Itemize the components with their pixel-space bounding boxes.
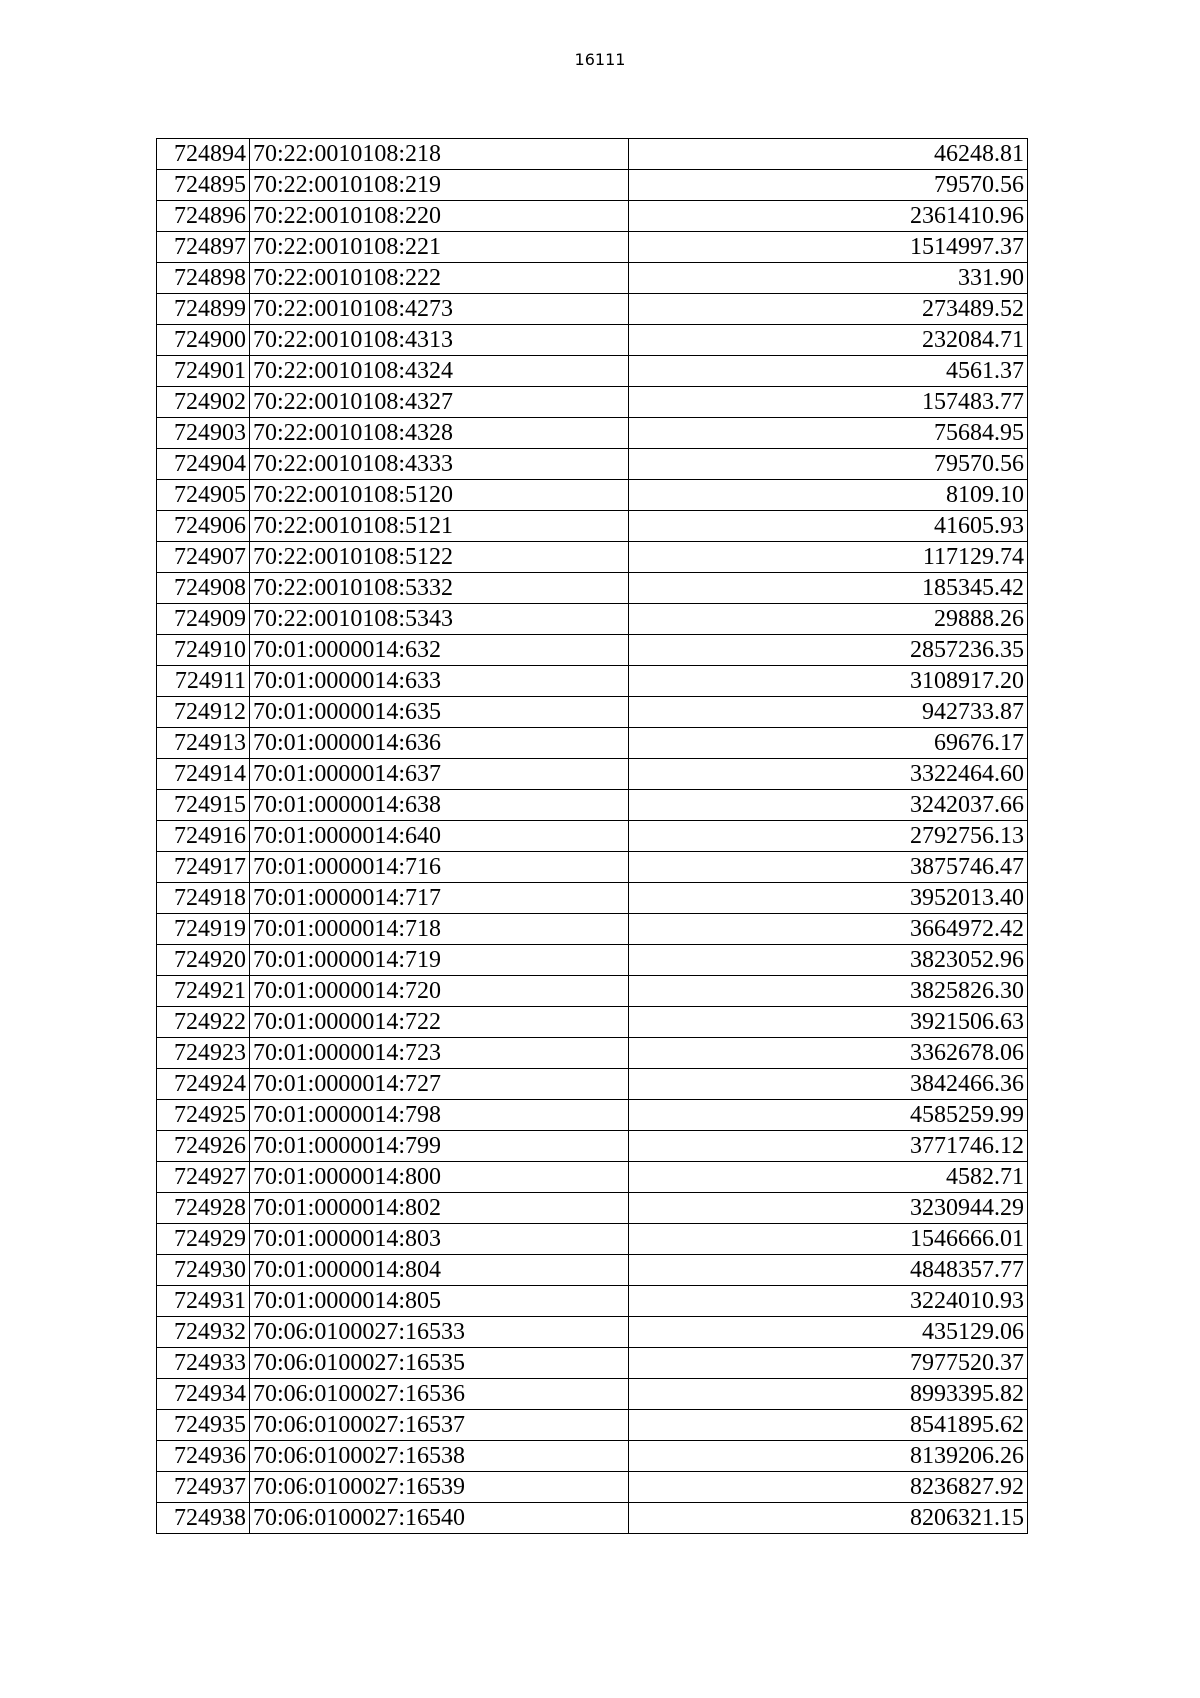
value-cell: 3825826.30 xyxy=(629,976,1028,1007)
table-row xyxy=(157,1193,1028,1224)
value-cell: 3823052.96 xyxy=(629,945,1028,976)
cadastral-number-cell: 70:01:0000014:802 xyxy=(250,1193,629,1224)
value-cell: 8993395.82 xyxy=(629,1379,1028,1410)
value-cell: 3921506.63 xyxy=(629,1007,1028,1038)
row-number-cell: 724924 xyxy=(157,1069,250,1100)
table-row xyxy=(157,759,1028,790)
cadastral-number-cell: 70:01:0000014:635 xyxy=(250,697,629,728)
value-cell: 8236827.92 xyxy=(629,1472,1028,1503)
value-cell: 46248.81 xyxy=(629,139,1028,170)
table-row xyxy=(157,1131,1028,1162)
cadastral-number-cell: 70:01:0000014:804 xyxy=(250,1255,629,1286)
table-row xyxy=(157,852,1028,883)
value-cell: 331.90 xyxy=(629,263,1028,294)
value-cell: 3362678.06 xyxy=(629,1038,1028,1069)
row-number-cell: 724919 xyxy=(157,914,250,945)
cadastral-number-cell: 70:01:0000014:632 xyxy=(250,635,629,666)
table-row xyxy=(157,821,1028,852)
row-number-cell: 724912 xyxy=(157,697,250,728)
row-number-cell: 724897 xyxy=(157,232,250,263)
table-row xyxy=(157,511,1028,542)
cadastral-number-cell: 70:01:0000014:640 xyxy=(250,821,629,852)
cadastral-number-cell: 70:01:0000014:636 xyxy=(250,728,629,759)
value-cell: 232084.71 xyxy=(629,325,1028,356)
table-row xyxy=(157,914,1028,945)
value-cell: 79570.56 xyxy=(629,170,1028,201)
table-row xyxy=(157,666,1028,697)
value-cell: 2792756.13 xyxy=(629,821,1028,852)
value-cell: 3242037.66 xyxy=(629,790,1028,821)
row-number-cell: 724900 xyxy=(157,325,250,356)
cadastral-number-cell: 70:01:0000014:803 xyxy=(250,1224,629,1255)
cadastral-number-cell: 70:22:0010108:4324 xyxy=(250,356,629,387)
table-row xyxy=(157,1069,1028,1100)
cadastral-number-cell: 70:01:0000014:799 xyxy=(250,1131,629,1162)
row-number-cell: 724915 xyxy=(157,790,250,821)
cadastral-number-cell: 70:06:0100027:16540 xyxy=(250,1503,629,1534)
table-row xyxy=(157,1224,1028,1255)
row-number-cell: 724914 xyxy=(157,759,250,790)
cadastral-number-cell: 70:22:0010108:218 xyxy=(250,139,629,170)
value-cell: 4561.37 xyxy=(629,356,1028,387)
row-number-cell: 724898 xyxy=(157,263,250,294)
cadastral-number-cell: 70:22:0010108:219 xyxy=(250,170,629,201)
row-number-cell: 724911 xyxy=(157,666,250,697)
row-number-cell: 724901 xyxy=(157,356,250,387)
row-number-cell: 724899 xyxy=(157,294,250,325)
table-row xyxy=(157,1255,1028,1286)
cadastral-number-cell: 70:22:0010108:220 xyxy=(250,201,629,232)
value-cell: 8109.10 xyxy=(629,480,1028,511)
table-row xyxy=(157,1410,1028,1441)
value-cell: 4582.71 xyxy=(629,1162,1028,1193)
table-row xyxy=(157,232,1028,263)
table-row xyxy=(157,1007,1028,1038)
value-cell: 41605.93 xyxy=(629,511,1028,542)
value-cell: 117129.74 xyxy=(629,542,1028,573)
page-number: 16111 xyxy=(574,50,626,69)
value-cell: 69676.17 xyxy=(629,728,1028,759)
value-cell: 4585259.99 xyxy=(629,1100,1028,1131)
cadastral-number-cell: 70:22:0010108:5332 xyxy=(250,573,629,604)
row-number-cell: 724936 xyxy=(157,1441,250,1472)
row-number-cell: 724933 xyxy=(157,1348,250,1379)
table-row xyxy=(157,449,1028,480)
table-row xyxy=(157,1503,1028,1534)
value-cell: 435129.06 xyxy=(629,1317,1028,1348)
value-cell: 4848357.77 xyxy=(629,1255,1028,1286)
value-cell: 3952013.40 xyxy=(629,883,1028,914)
cadastral-number-cell: 70:01:0000014:722 xyxy=(250,1007,629,1038)
value-cell: 3875746.47 xyxy=(629,852,1028,883)
cadastral-number-cell: 70:01:0000014:798 xyxy=(250,1100,629,1131)
table-row xyxy=(157,635,1028,666)
table-row xyxy=(157,139,1028,170)
row-number-cell: 724932 xyxy=(157,1317,250,1348)
value-cell: 157483.77 xyxy=(629,387,1028,418)
row-number-cell: 724916 xyxy=(157,821,250,852)
row-number-cell: 724894 xyxy=(157,139,250,170)
cadastral-number-cell: 70:22:0010108:221 xyxy=(250,232,629,263)
table-row xyxy=(157,697,1028,728)
cadastral-number-cell: 70:22:0010108:5120 xyxy=(250,480,629,511)
row-number-cell: 724935 xyxy=(157,1410,250,1441)
cadastral-number-cell: 70:22:0010108:5122 xyxy=(250,542,629,573)
cadastral-number-cell: 70:01:0000014:638 xyxy=(250,790,629,821)
value-cell: 3224010.93 xyxy=(629,1286,1028,1317)
cadastral-number-cell: 70:22:0010108:5343 xyxy=(250,604,629,635)
table-row xyxy=(157,387,1028,418)
value-cell: 2361410.96 xyxy=(629,201,1028,232)
value-cell: 8541895.62 xyxy=(629,1410,1028,1441)
cadastral-number-cell: 70:01:0000014:719 xyxy=(250,945,629,976)
table-row xyxy=(157,294,1028,325)
table-row xyxy=(157,418,1028,449)
row-number-cell: 724907 xyxy=(157,542,250,573)
row-number-cell: 724929 xyxy=(157,1224,250,1255)
table-row xyxy=(157,573,1028,604)
table-row xyxy=(157,728,1028,759)
cadastral-number-cell: 70:06:0100027:16538 xyxy=(250,1441,629,1472)
cadastral-number-cell: 70:06:0100027:16536 xyxy=(250,1379,629,1410)
table-row xyxy=(157,883,1028,914)
value-cell: 1546666.01 xyxy=(629,1224,1028,1255)
value-cell: 79570.56 xyxy=(629,449,1028,480)
table-row xyxy=(157,790,1028,821)
row-number-cell: 724934 xyxy=(157,1379,250,1410)
table-row xyxy=(157,945,1028,976)
table-row xyxy=(157,1348,1028,1379)
cadastral-number-cell: 70:06:0100027:16535 xyxy=(250,1348,629,1379)
row-number-cell: 724938 xyxy=(157,1503,250,1534)
table-row xyxy=(157,170,1028,201)
row-number-cell: 724906 xyxy=(157,511,250,542)
value-cell: 7977520.37 xyxy=(629,1348,1028,1379)
value-cell: 2857236.35 xyxy=(629,635,1028,666)
cadastral-number-cell: 70:01:0000014:718 xyxy=(250,914,629,945)
row-number-cell: 724926 xyxy=(157,1131,250,1162)
table-row xyxy=(157,1441,1028,1472)
cadastral-number-cell: 70:01:0000014:633 xyxy=(250,666,629,697)
cadastral-number-cell: 70:22:0010108:4333 xyxy=(250,449,629,480)
row-number-cell: 724922 xyxy=(157,1007,250,1038)
cadastral-number-cell: 70:22:0010108:4327 xyxy=(250,387,629,418)
table-row xyxy=(157,480,1028,511)
value-cell: 3842466.36 xyxy=(629,1069,1028,1100)
cadastral-number-cell: 70:01:0000014:805 xyxy=(250,1286,629,1317)
table-body xyxy=(157,139,1028,1534)
value-cell: 1514997.37 xyxy=(629,232,1028,263)
row-number-cell: 724895 xyxy=(157,170,250,201)
row-number-cell: 724913 xyxy=(157,728,250,759)
row-number-cell: 724903 xyxy=(157,418,250,449)
cadastral-number-cell: 70:06:0100027:16539 xyxy=(250,1472,629,1503)
table-row xyxy=(157,604,1028,635)
table-row xyxy=(157,1162,1028,1193)
table-row xyxy=(157,325,1028,356)
cadastral-number-cell: 70:22:0010108:5121 xyxy=(250,511,629,542)
table-row xyxy=(157,1472,1028,1503)
value-cell: 8206321.15 xyxy=(629,1503,1028,1534)
table-row xyxy=(157,976,1028,1007)
row-number-cell: 724920 xyxy=(157,945,250,976)
cadastral-number-cell: 70:22:0010108:4328 xyxy=(250,418,629,449)
table-row xyxy=(157,1100,1028,1131)
cadastral-number-cell: 70:01:0000014:717 xyxy=(250,883,629,914)
data-table xyxy=(156,138,1028,1534)
row-number-cell: 724927 xyxy=(157,1162,250,1193)
table-row xyxy=(157,1317,1028,1348)
row-number-cell: 724896 xyxy=(157,201,250,232)
value-cell: 273489.52 xyxy=(629,294,1028,325)
row-number-cell: 724923 xyxy=(157,1038,250,1069)
cadastral-number-cell: 70:22:0010108:222 xyxy=(250,263,629,294)
value-cell: 29888.26 xyxy=(629,604,1028,635)
row-number-cell: 724928 xyxy=(157,1193,250,1224)
table-row xyxy=(157,542,1028,573)
row-number-cell: 724904 xyxy=(157,449,250,480)
cadastral-number-cell: 70:01:0000014:723 xyxy=(250,1038,629,1069)
cadastral-number-cell: 70:01:0000014:637 xyxy=(250,759,629,790)
value-cell: 942733.87 xyxy=(629,697,1028,728)
value-cell: 8139206.26 xyxy=(629,1441,1028,1472)
cadastral-number-cell: 70:01:0000014:800 xyxy=(250,1162,629,1193)
row-number-cell: 724910 xyxy=(157,635,250,666)
table-row xyxy=(157,201,1028,232)
cadastral-number-cell: 70:01:0000014:720 xyxy=(250,976,629,1007)
value-cell: 3322464.60 xyxy=(629,759,1028,790)
table-row xyxy=(157,263,1028,294)
row-number-cell: 724908 xyxy=(157,573,250,604)
cadastral-number-cell: 70:01:0000014:716 xyxy=(250,852,629,883)
row-number-cell: 724905 xyxy=(157,480,250,511)
row-number-cell: 724925 xyxy=(157,1100,250,1131)
value-cell: 3771746.12 xyxy=(629,1131,1028,1162)
table-row xyxy=(157,1379,1028,1410)
cadastral-number-cell: 70:06:0100027:16533 xyxy=(250,1317,629,1348)
value-cell: 185345.42 xyxy=(629,573,1028,604)
cadastral-number-cell: 70:06:0100027:16537 xyxy=(250,1410,629,1441)
row-number-cell: 724909 xyxy=(157,604,250,635)
value-cell: 75684.95 xyxy=(629,418,1028,449)
cadastral-number-cell: 70:01:0000014:727 xyxy=(250,1069,629,1100)
row-number-cell: 724921 xyxy=(157,976,250,1007)
row-number-cell: 724918 xyxy=(157,883,250,914)
value-cell: 3664972.42 xyxy=(629,914,1028,945)
value-cell: 3108917.20 xyxy=(629,666,1028,697)
table-row xyxy=(157,1038,1028,1069)
row-number-cell: 724930 xyxy=(157,1255,250,1286)
cadastral-number-cell: 70:22:0010108:4313 xyxy=(250,325,629,356)
table-row xyxy=(157,1286,1028,1317)
row-number-cell: 724931 xyxy=(157,1286,250,1317)
row-number-cell: 724937 xyxy=(157,1472,250,1503)
value-cell: 3230944.29 xyxy=(629,1193,1028,1224)
row-number-cell: 724902 xyxy=(157,387,250,418)
row-number-cell: 724917 xyxy=(157,852,250,883)
cadastral-number-cell: 70:22:0010108:4273 xyxy=(250,294,629,325)
table-row xyxy=(157,356,1028,387)
